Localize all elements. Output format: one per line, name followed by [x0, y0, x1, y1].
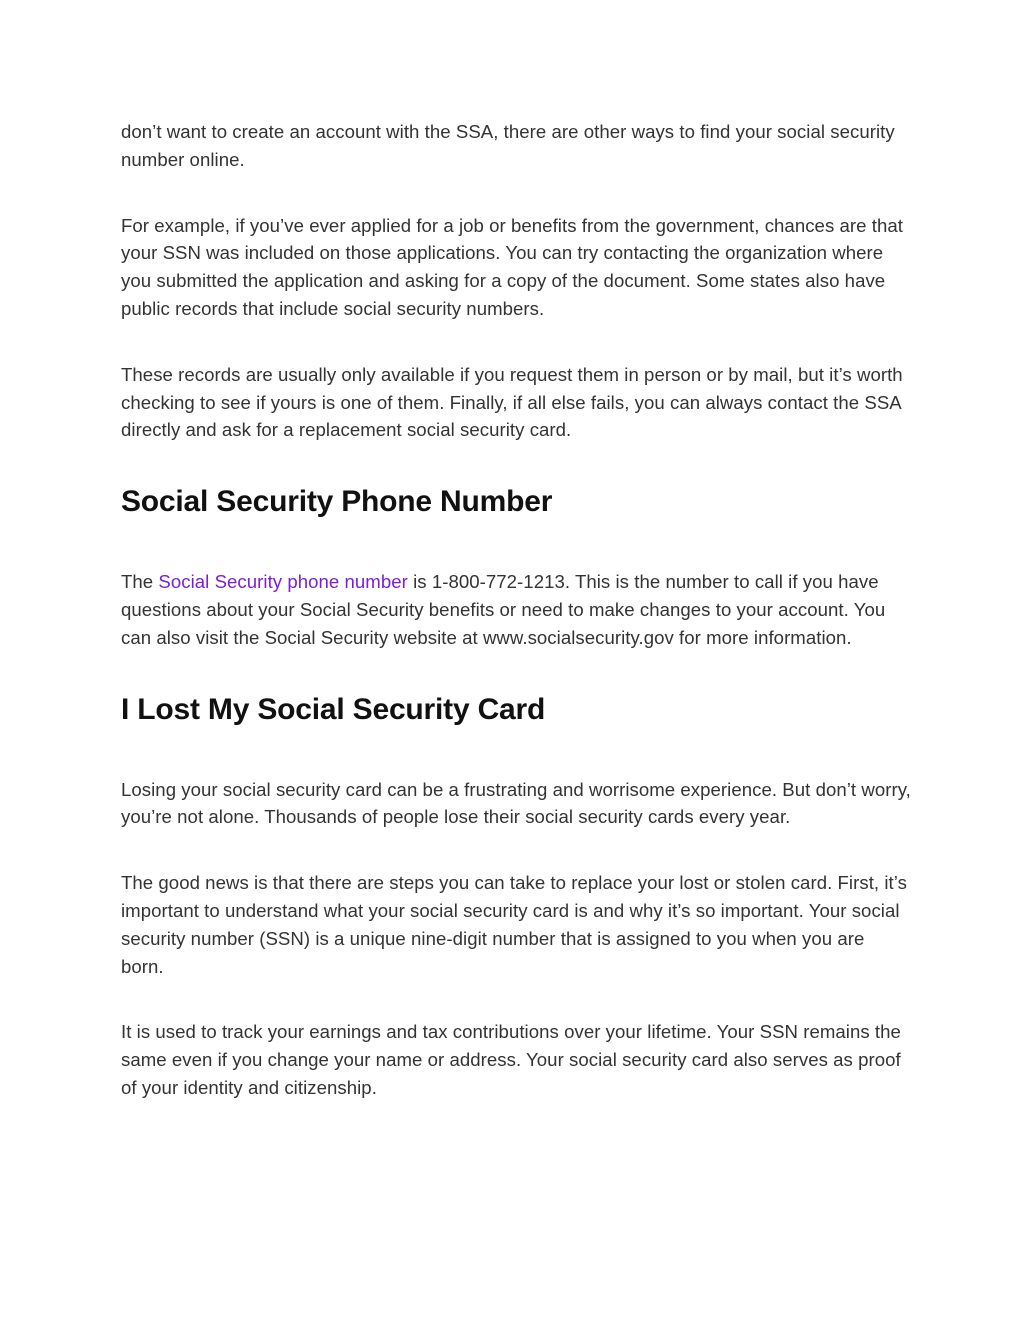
document-page: [121, 118, 911, 1140]
paragraph-text: The: [121, 571, 159, 593]
paragraph: These records are usually only available if you request them in person or by mail, but it’s worth checking to see if yours is one of them. Finally, if all else fails, you can always contact the SSA directly and ask for a replacement social security card.: [121, 363, 903, 441]
paragraph: Losing your social security card can be a frustrating and worrisome experience. But don’t worry, you’re not alone. Thousands of people lose their social security cards every year.: [121, 778, 911, 828]
section-heading-lost-card: I Lost My Social Security Card: [121, 692, 546, 726]
paragraph: For example, if you’ve ever applied for a job or benefits from the government, chances are that your SSN was included on those applications. You can try contacting the organization where you submitted the application and asking for a copy of the document. Some states also have public records that include social security numbers.: [121, 214, 903, 319]
paragraph: The good news is that there are steps you can take to replace your lost or stolen card. First, it’s important to understand what your social security card is and why it’s so important. Your social security number (SSN) is a unique nine-digit number that is assigned to you when you are born.: [121, 872, 907, 977]
paragraph-phone: [121, 568, 911, 651]
paragraph: don’t want to create an account with the SSA, there are other ways to find your social security number online.: [121, 121, 895, 170]
ss-phone-number-link[interactable]: Social Security phone number: [158, 571, 408, 593]
paragraph-text: is 1-800-772-1213. This is the number to call if you have questions about your Social Security benefits or need to make changes to your account. You can also visit the Social Security website at www.socialsecurity.gov for more information.: [121, 571, 886, 648]
paragraph: It is used to track your earnings and tax contributions over your lifetime. Your SSN remains the same even if you change your name or address. Your social security card also serves as proof of your identity and citizenship.: [121, 1021, 901, 1098]
section-heading-phone: Social Security Phone Number: [121, 485, 553, 519]
